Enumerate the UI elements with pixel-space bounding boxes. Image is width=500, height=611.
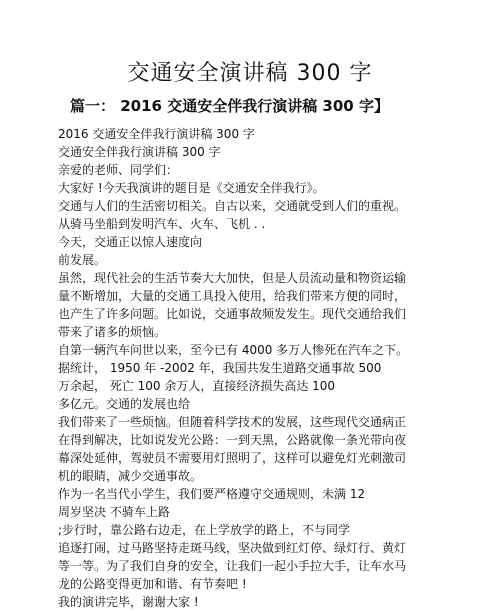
body-line: 周岁坚决 不骑车上路 [58,505,170,519]
body-line: 在得到解决，比如说发光公路：一到天黑，公路就像一条光带向夜 [58,433,407,447]
body-line: 亲爱的老师、同学们： [58,163,179,177]
document-subtitle: 篇一： 2016 交通安全伴我行演讲稿 300 字】 [70,97,389,115]
body-line: 前发展。 [58,253,107,267]
body-line: 幕深处延伸，驾驶员不需要用灯照明了，这样可以避免灯光刺激司 [58,451,407,465]
body-line: 从骑马坐船到发明汽车、火车、飞机 . . [58,217,266,231]
body-line: 我的演讲完毕，谢谢大家 ! [58,595,199,609]
body-line: 作为一名当代小学生，我们要严格遵守交通规则，未满 12 [58,487,366,501]
body-line: 万余起， 死亡 100 余万人，直接经济损失高达 100 [58,379,336,393]
body-line: 交通安全伴我行演讲稿 300 字 [58,145,221,159]
body-line: 2016 交通安全伴我行演讲稿 300 字 [58,127,255,141]
body-line: 多亿元。交通的发展也给 [58,397,191,411]
body-line: 我们带来了一些烦恼。但随着科学技术的发展，这些现代交通病正 [58,415,407,429]
body-line: 带来了诸多的烦恼。 [58,325,167,339]
body-line: 追逐打闹，过马路坚持走斑马线，坚决做到红灯停、绿灯行、黄灯 [58,541,407,555]
body-line: ;步行时，靠公路右边走，在上学放学的路上，不与同学 [58,523,351,537]
body-line: 大家好 !今天我演讲的题目是《交通安全伴我行》。 [58,181,325,195]
body-line: 自第一辆汽车问世以来，至今已有 4000 多万人惨死在汽车之下。 [58,343,409,357]
body-line: 量不断增加，大量的交通工具投入使用，给我们带来方便的同时， [58,289,407,303]
body-line: 虽然，现代社会的生活节奏大大加快，但是人员流动量和物资运输 [58,271,407,285]
body-line: 交通与人们的生活密切相关。自古以来，交通就受到人们的重视。 [58,199,407,213]
document-title: 交通安全演讲稿 300 字 [127,61,373,86]
body-line: 龙的公路变得更加和谐、有节奏吧 ! [58,577,247,591]
body-line: 等一等。为了我们自身的安全，让我们一起小手拉大手，让车水马 [58,559,407,573]
body-line: 机的眼睛，减少交通事故。 [58,469,203,483]
body-line: 今天，交通正以惊人速度向 [58,235,203,249]
document-body [58,125,498,611]
body-line: 据统计， 1950 年 -2002 年，我国共发生道路交通事故 500 [58,361,382,375]
body-line: 也产生了许多问题。比如说，交通事故频发发生。现代交通给我们 [58,307,407,321]
